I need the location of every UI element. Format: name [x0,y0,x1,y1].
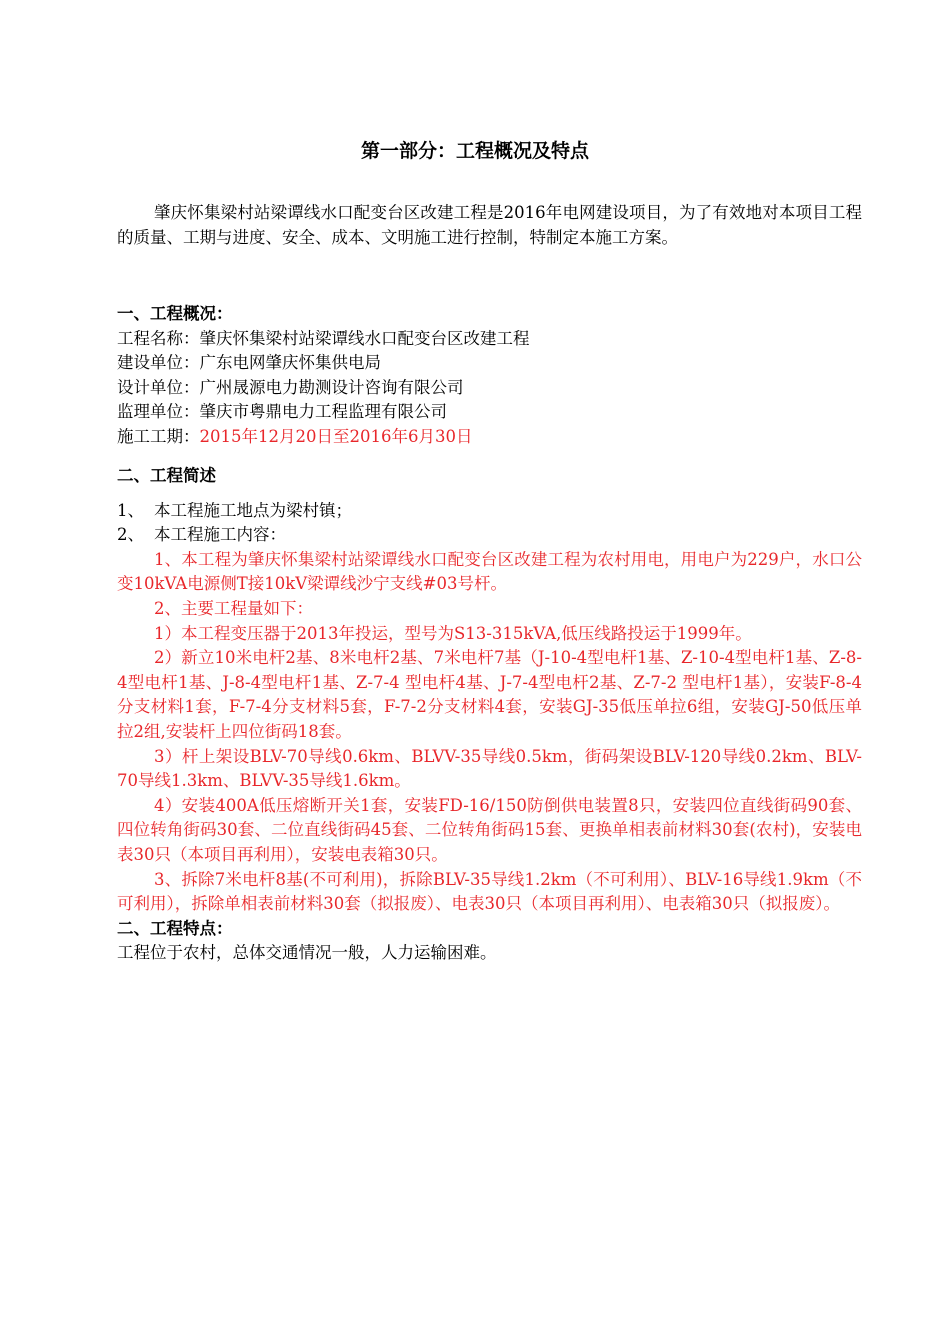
brief-heading: 二、工程简述 [117,466,216,485]
brief-item-2-num: 2、 [117,525,144,545]
supervisor-value: 肇庆市粤鼎电力工程监理有限公司 [199,402,447,422]
design-value: 广州晟源电力勘测设计咨询有限公司 [199,377,464,397]
content-paragraph-3: 1）本工程变压器于2013年投运，型号为S13-315kVA,低压线路投运于1999年。 [154,623,752,643]
content-paragraph-4: 2）新立10米电杆2基、8米电杆2基、7米电杆7基（J-10-4型电杆1基、Z-10-4型电杆1基、Z-8-4型电杆1基、J-8-4型电杆1基、Z-7-4 型电杆4基、J-7-4型电杆2基、Z-7-2 型电杆1基），安装F-8-4分支材料1套，F-7-4分支材料5套，F-7-2分支材料4套，安装GJ-35低压单拉6组，安装GJ-50低压单拉2组,安装杆上四位街码18套。 [117,648,862,741]
brief-item-1-num: 1、 [117,500,144,520]
supervisor-line [117,400,862,425]
features-paragraph: 工程位于农村，总体交通情况一般，人力运输困难。 [117,943,497,963]
brief-item-1-text: 本工程施工地点为梁村镇； [154,500,352,520]
project-name-label: 工程名称： [117,328,200,348]
project-name-line [117,327,862,352]
content-paragraph-7: 3、拆除7米电杆8基(不可利用)，拆除BLV-35导线1.2km（不可利用）、BLV-16导线1.9km（不可利用），拆除单相表前材料30套（拟报废）、电表30只（本项目再利用）、电表箱30只（拟报废）。 [117,869,862,914]
overview-section [117,302,862,450]
brief-section [117,464,862,966]
content-paragraph-6: 4）安装400A低压熔断开关1套，安装FD-16/150防倒供电装置8只，安装四位直线街码90套、四位转角街码30套、二位直线街码45套、二位转角街码15套、更换单相表前材料30套(农村)，安装电表30只（本项目再利用），安装电表箱30只。 [117,795,862,864]
brief-item-2 [117,523,862,548]
owner-value: 广东电网肇庆怀集供电局 [199,353,381,373]
page-title: 第一部分：工程概况及特点 [360,140,589,162]
project-name-value: 肇庆怀集梁村站梁谭线水口配变台区改建工程 [199,328,530,348]
period-line [117,425,862,450]
content-paragraph-2: 2、主要工程量如下： [154,598,313,618]
intro-section [117,201,862,250]
content-paragraph-1: 1、本工程为肇庆怀集梁村站梁谭线水口配变台区改建工程为农村用电，用电户为229户，水口公变10kVA电源侧T接10kV梁谭线沙宁支线#03号杆。 [117,549,862,594]
brief-item-1 [117,499,862,524]
owner-label: 建设单位： [117,353,200,373]
owner-line [117,351,862,376]
intro-paragraph: 肇庆怀集梁村站梁谭线水口配变台区改建工程是2016年电网建设项目，为了有效地对本项目工程的质量、工期与进度、安全、成本、文明施工进行控制，特制定本施工方案。 [117,203,862,247]
overview-heading: 一、工程概况： [117,304,233,323]
period-label: 施工工期： [117,426,200,446]
design-label: 设计单位： [117,377,200,397]
period-value: 2015年12月20日至2016年6月30日 [199,426,473,446]
content-paragraph-5: 3）杆上架设BLV-70导线0.6km、BLVV-35导线0.5km，街码架设BLV-120导线0.2km、BLV-70导线1.3km、BLVV-35导线1.6km。 [117,746,862,791]
features-heading: 二、工程特点： [117,918,233,938]
supervisor-label: 监理单位： [117,402,200,422]
brief-item-2-text: 本工程施工内容： [154,525,286,545]
design-line [117,376,862,401]
